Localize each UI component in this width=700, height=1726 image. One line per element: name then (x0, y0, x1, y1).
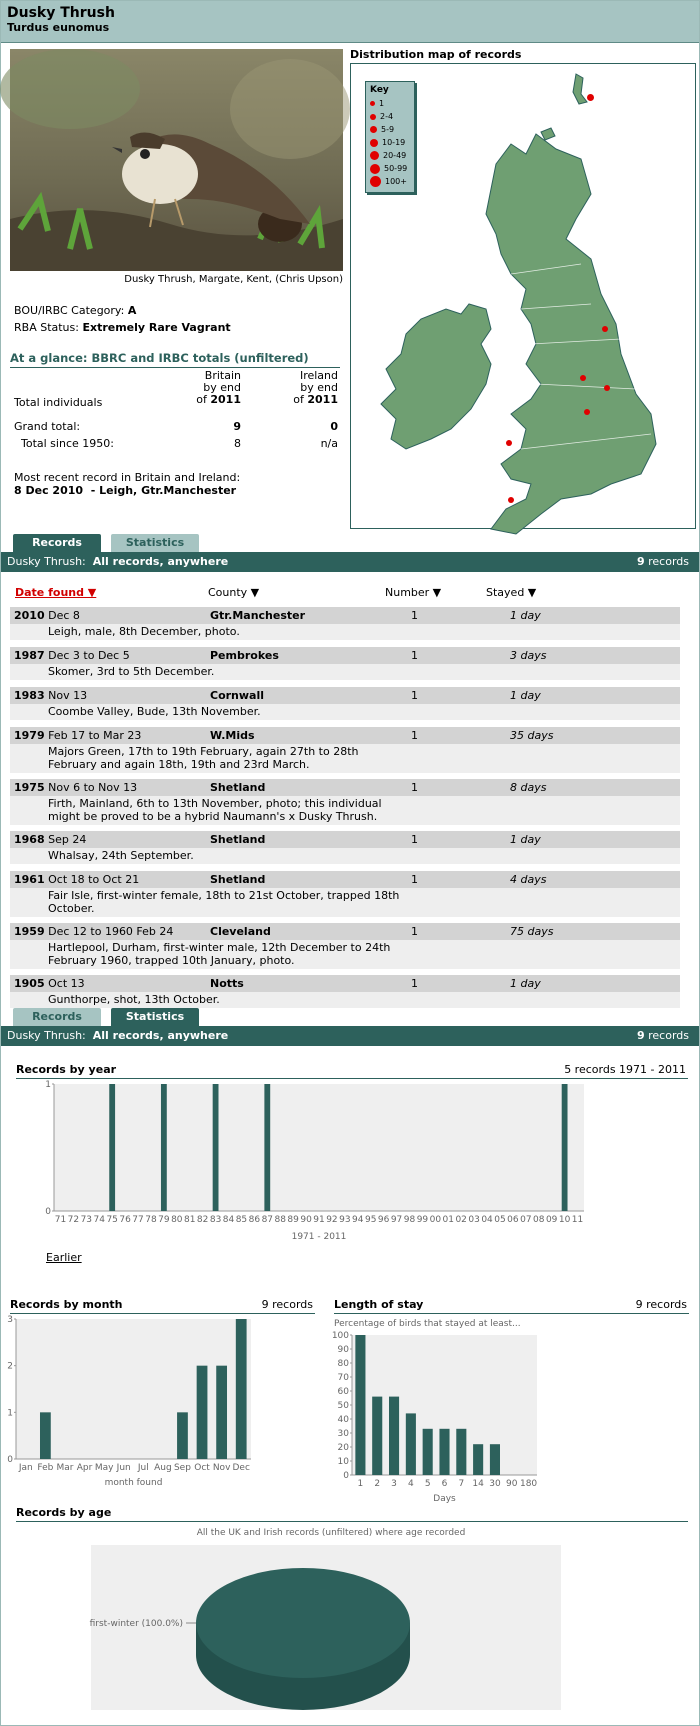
y-tick-label: 1 (7, 1408, 13, 1419)
total-individuals-label: Total individuals (14, 396, 103, 409)
key-label: 10-19 (382, 138, 406, 147)
key-item (370, 136, 410, 149)
record-number: 1 (411, 925, 418, 938)
record-stayed: 1 day (510, 977, 541, 990)
record-description: Skomer, 3rd to 5th December. (10, 664, 680, 680)
key-item (370, 162, 410, 175)
record-county: W.Mids (210, 729, 255, 742)
records-by-year-title: Records by year (16, 1063, 117, 1076)
record-stayed: 8 days (510, 781, 547, 794)
x-tick-label: 01 (442, 1215, 454, 1225)
earlier-link[interactable]: Earlier (46, 1251, 82, 1264)
species-header (1, 1, 699, 43)
record-number: 1 (411, 977, 418, 990)
species-latin-name: Turdus eunomus (7, 21, 110, 34)
stay-subtitle: Percentage of birds that stayed at least... (334, 1319, 521, 1329)
y-tick-label: 0 (45, 1207, 51, 1217)
x-tick-label: 76 (119, 1215, 131, 1225)
record-date-range: Nov 6 to Nov 13 (48, 781, 138, 794)
tab-statistics[interactable]: Statistics (111, 1008, 199, 1026)
y-tick-label: 80 (337, 1359, 349, 1369)
record-date-range: Dec 8 (48, 609, 80, 622)
y-tick-label: 3 (7, 1315, 13, 1325)
bar (439, 1429, 449, 1475)
col-britain-l1: Britain (204, 369, 241, 382)
x-tick-label: 71 (54, 1215, 67, 1225)
distribution-map[interactable] (350, 63, 696, 529)
records-bar-species: Dusky Thrush: (7, 555, 86, 568)
length-of-stay-summary: 9 records (635, 1298, 687, 1311)
key-item (370, 97, 410, 110)
x-tick-label: 95 (364, 1215, 377, 1225)
status-row (14, 321, 231, 334)
record-row[interactable] (10, 831, 680, 864)
since-1950-ireland: n/a (320, 437, 338, 450)
recent-place: - Leigh, Gtr.Manchester (90, 484, 237, 497)
record-description: Majors Green, 17th to 19th February, again 27th to 28th February and again 18th, 19th and 23rd March. (10, 744, 680, 773)
records-by-age-chart (91, 1523, 571, 1713)
key-item (370, 123, 410, 136)
x-tick-label: 92 (326, 1215, 338, 1225)
col-ireland-l3: of 2011 (293, 393, 338, 406)
key-label: 2-4 (380, 112, 394, 121)
x-tick-label: Jul (137, 1463, 149, 1473)
key-label: 100+ (385, 177, 407, 186)
record-date-range: Dec 3 to Dec 5 (48, 649, 130, 662)
x-tick-label: 7 (458, 1479, 465, 1489)
x-axis-label: Days (433, 1494, 456, 1504)
record-row[interactable] (10, 687, 680, 720)
x-tick-label: 04 (481, 1215, 493, 1225)
x-tick-label: 93 (339, 1215, 351, 1225)
tab-records[interactable]: Records (13, 1008, 101, 1026)
category-row (14, 304, 136, 317)
status-label: RBA Status: (14, 321, 79, 334)
key-label: 1 (379, 99, 385, 108)
stats-bar-species: Dusky Thrush: (7, 1029, 86, 1042)
x-tick-label: 07 (520, 1215, 532, 1225)
x-tick-label: 88 (274, 1215, 286, 1225)
record-date (14, 647, 130, 664)
x-tick-label: Jun (116, 1463, 131, 1473)
key-label: 50-99 (384, 164, 408, 173)
x-tick-label: 180 (519, 1479, 538, 1489)
record-county: Notts (210, 977, 244, 990)
tab-records[interactable]: Records (13, 534, 101, 552)
x-tick-label: Aug (154, 1463, 172, 1473)
record-year: 1961 (14, 873, 45, 886)
grand-total-britain: 9 (233, 420, 241, 433)
map-dot-icon (370, 151, 379, 160)
glance-col-ireland (276, 370, 338, 406)
record-stayed: 75 days (510, 925, 554, 938)
record-year: 1959 (14, 925, 45, 938)
x-tick-label: Jan (18, 1463, 33, 1473)
glance-title: At a glance: BBRC and IRBC totals (unfiltered) (10, 351, 340, 368)
record-stayed: 1 day (510, 689, 541, 702)
record-summary (10, 727, 680, 744)
map-dot-icon (370, 101, 375, 106)
x-tick-label: Feb (37, 1463, 54, 1473)
record-summary (10, 647, 680, 664)
length-of-stay-chart (331, 1315, 564, 1504)
records-by-month-title: Records by month (10, 1298, 123, 1311)
key-item (370, 175, 410, 188)
x-tick-label: Oct (194, 1463, 210, 1473)
record-description: Whalsay, 24th September. (10, 848, 680, 864)
record-number: 1 (411, 873, 418, 886)
since-1950-britain: 8 (234, 437, 241, 450)
y-tick-label: 1 (45, 1080, 51, 1090)
record-description: Fair Isle, first-winter female, 18th to 21st October, trapped 18th October. (10, 888, 680, 917)
record-summary (10, 871, 680, 888)
record-year: 1979 (14, 729, 45, 742)
status-value: Extremely Rare Vagrant (82, 321, 231, 334)
stats-bar-scope: All records, anywhere (92, 1029, 229, 1042)
record-county: Shetland (210, 873, 266, 886)
recent-label: Most recent record in Britain and Ireland: (14, 471, 241, 484)
bar (109, 1084, 115, 1211)
bar (456, 1429, 466, 1475)
record-row[interactable] (10, 923, 680, 969)
records-bar-count: 9 records (636, 555, 689, 568)
column-number[interactable]: Number ▼ (385, 586, 442, 599)
x-tick-label: 6 (441, 1479, 448, 1489)
record-year: 1975 (14, 781, 45, 794)
x-tick-label: Dec (232, 1463, 250, 1473)
records-by-year-summary: 5 records 1971 - 2011 (564, 1063, 686, 1076)
record-date (14, 779, 137, 796)
record-dot-cornwall[interactable] (508, 497, 514, 503)
record-year: 1983 (14, 689, 45, 702)
y-tick-label: 50 (337, 1401, 349, 1411)
record-row[interactable] (10, 871, 680, 917)
x-tick-label: 3 (391, 1479, 397, 1489)
record-dot-cleveland[interactable] (602, 326, 608, 332)
record-number: 1 (411, 833, 418, 846)
bar (423, 1429, 433, 1475)
record-dot-shetland[interactable] (587, 94, 594, 101)
length-of-stay-title: Length of stay (334, 1298, 424, 1311)
x-tick-label: 11 (571, 1215, 584, 1225)
record-stayed: 4 days (510, 873, 547, 886)
record-summary (10, 831, 680, 848)
x-tick-label: 84 (222, 1215, 235, 1225)
glance-col-britain (179, 370, 241, 406)
x-tick-label: 82 (196, 1215, 209, 1225)
record-county: Shetland (210, 833, 266, 846)
x-tick-label: 96 (377, 1215, 390, 1225)
record-description: Firth, Mainland, 6th to 13th November, photo; this individual might be proved to be a hybrid Naumann's x Dusky Thrush. (10, 796, 680, 825)
x-tick-label: 14 (472, 1479, 484, 1489)
record-number: 1 (411, 689, 418, 702)
map-dot-icon (370, 126, 377, 133)
x-tick-label: 77 (132, 1215, 144, 1225)
col-britain-l2: by end (203, 381, 241, 394)
y-tick-label: 40 (337, 1415, 349, 1425)
record-date-range: Feb 17 to Mar 23 (48, 729, 142, 742)
record-date (14, 687, 87, 704)
record-summary (10, 923, 680, 940)
x-tick-label: 90 (506, 1479, 518, 1489)
x-tick-label: 02 (455, 1215, 467, 1225)
record-county: Pembrokes (210, 649, 279, 662)
x-tick-label: May (94, 1463, 114, 1473)
record-number: 1 (411, 609, 418, 622)
x-tick-label: 99 (416, 1215, 429, 1225)
record-summary (10, 687, 680, 704)
map-key (365, 81, 415, 193)
record-date (14, 923, 173, 940)
bar (161, 1084, 167, 1211)
key-label: 20-49 (383, 151, 407, 160)
y-tick-label: 30 (337, 1429, 349, 1439)
x-tick-label: 80 (171, 1215, 183, 1225)
record-date (14, 975, 85, 992)
record-year: 1987 (14, 649, 45, 662)
since-1950-label: Total since 1950: (21, 437, 114, 450)
x-tick-label: 83 (209, 1215, 222, 1225)
x-tick-label: 73 (80, 1215, 93, 1225)
recent-record (14, 484, 236, 497)
stats-bar-count: 9 records (636, 1029, 689, 1042)
records-by-month-chart (6, 1315, 266, 1488)
record-date-range: Oct 18 to Oct 21 (48, 873, 140, 886)
x-tick-label: 86 (248, 1215, 261, 1225)
record-date-range: Nov 13 (48, 689, 88, 702)
records-by-month-header (10, 1298, 315, 1314)
x-tick-label: 10 (558, 1215, 571, 1225)
x-tick-label: Apr (76, 1463, 93, 1473)
x-tick-label: 4 (407, 1479, 414, 1489)
x-tick-label: 06 (507, 1215, 519, 1225)
grand-total-label: Grand total: (14, 420, 81, 433)
x-tick-label: 1 (357, 1479, 364, 1489)
x-tick-label: Sep (173, 1463, 191, 1473)
records-by-month-summary: 9 records (261, 1298, 313, 1311)
record-date-range: Oct 13 (48, 977, 85, 990)
tab-statistics[interactable]: Statistics (111, 534, 199, 552)
photo-caption: Dusky Thrush, Margate, Kent, (Chris Upson) (124, 274, 343, 285)
record-summary (10, 607, 680, 624)
x-tick-label: 81 (184, 1215, 196, 1225)
recent-date: 8 Dec 2010 (14, 484, 84, 497)
plot-area (54, 1084, 584, 1211)
category-label: BOU/IRBC Category: (14, 304, 125, 317)
bar (40, 1412, 51, 1459)
record-stayed: 1 day (510, 833, 541, 846)
record-dot-pembrokes[interactable] (506, 440, 512, 446)
record-year: 1968 (14, 833, 45, 846)
x-tick-label: 98 (403, 1215, 416, 1225)
x-tick-label: 85 (235, 1215, 248, 1225)
bar (355, 1335, 365, 1475)
x-tick-label: 89 (287, 1215, 299, 1225)
record-row[interactable] (10, 779, 680, 825)
map-dot-icon (370, 114, 376, 120)
map-dot-icon (370, 139, 378, 147)
record-date (14, 607, 80, 624)
record-county: Cleveland (210, 925, 271, 938)
records-by-year-header (16, 1063, 688, 1079)
x-tick-label: 00 (429, 1215, 442, 1225)
plot-area (16, 1319, 251, 1459)
map-title: Distribution map of records (350, 48, 522, 61)
y-tick-label: 0 (7, 1455, 13, 1465)
records-by-age-header (16, 1506, 688, 1522)
record-dot-w-mids[interactable] (584, 409, 590, 415)
y-tick-label: 60 (337, 1387, 349, 1397)
record-number: 1 (411, 649, 418, 662)
record-date (14, 727, 141, 744)
column-stayed[interactable]: Stayed ▼ (486, 586, 537, 599)
bar (197, 1366, 208, 1459)
bird-photo (10, 49, 343, 271)
x-tick-label: 30 (489, 1479, 501, 1489)
column-date-found[interactable]: Date found ▼ (15, 586, 97, 599)
record-county: Cornwall (210, 689, 265, 702)
record-row[interactable] (10, 647, 680, 680)
x-tick-label: 09 (545, 1215, 558, 1225)
key-label: 5-9 (381, 125, 395, 134)
x-tick-label: Mar (56, 1463, 74, 1473)
bar (562, 1084, 568, 1211)
y-tick-label: 10 (337, 1457, 349, 1467)
x-tick-label: 05 (494, 1215, 506, 1225)
record-stayed: 35 days (510, 729, 554, 742)
record-year: 2010 (14, 609, 45, 622)
record-description: Gunthorpe, shot, 13th October. (10, 992, 680, 1008)
record-number: 1 (411, 729, 418, 742)
record-county: Shetland (210, 781, 266, 794)
key-item (370, 149, 410, 162)
x-axis-label: 1971 - 2011 (291, 1232, 347, 1242)
x-tick-label: 87 (261, 1215, 274, 1225)
records-by-year-chart (16, 1079, 616, 1249)
col-ireland-l2: by end (300, 381, 338, 394)
species-title: Dusky Thrush (7, 5, 115, 21)
bar (177, 1412, 188, 1459)
map-dot-icon (370, 164, 380, 174)
y-tick-label: 0 (343, 1471, 349, 1481)
record-row[interactable] (10, 727, 680, 773)
x-tick-label: 94 (352, 1215, 364, 1225)
records-bar (1, 552, 699, 572)
record-dot-notts[interactable] (604, 385, 610, 391)
tabs-records-view (13, 534, 209, 552)
x-tick-label: 72 (67, 1215, 80, 1225)
record-year: 1905 (14, 977, 45, 990)
bar (406, 1413, 416, 1475)
y-tick-label: 100 (331, 1331, 349, 1341)
bar (372, 1397, 382, 1475)
x-tick-label: 2 (374, 1479, 381, 1489)
length-of-stay-header (334, 1298, 689, 1314)
records-bar-scope: All records, anywhere (92, 555, 229, 568)
bar (490, 1444, 500, 1475)
record-number: 1 (411, 781, 418, 794)
x-tick-label: 74 (93, 1215, 105, 1225)
y-tick-label: 90 (337, 1345, 349, 1355)
x-tick-label: 90 (300, 1215, 312, 1225)
record-summary (10, 975, 680, 992)
record-row[interactable] (10, 975, 680, 1008)
pie-slice-label: first-winter (100.0%) (89, 1619, 183, 1629)
bar (473, 1444, 483, 1475)
record-date-range: Sep 24 (48, 833, 87, 846)
bar (216, 1366, 227, 1459)
col-britain-l3: of 2011 (196, 393, 241, 406)
x-tick-label: 5 (424, 1479, 431, 1489)
record-stayed: 3 days (510, 649, 547, 662)
x-tick-label: 97 (390, 1215, 403, 1225)
record-date (14, 831, 86, 848)
bar (213, 1084, 219, 1211)
x-axis-label: month found (104, 1478, 163, 1488)
x-tick-label: 75 (106, 1215, 118, 1225)
y-tick-label: 2 (7, 1361, 13, 1372)
col-ireland-l1: Ireland (299, 369, 338, 382)
record-description: Leigh, male, 8th December, photo. (10, 624, 680, 640)
bar (264, 1084, 270, 1211)
record-dot-gtr-manchester[interactable] (580, 375, 586, 381)
grand-total-ireland: 0 (330, 420, 338, 433)
x-tick-label: 08 (533, 1215, 545, 1225)
record-county: Gtr.Manchester (210, 609, 306, 622)
y-tick-label: 20 (337, 1443, 349, 1453)
column-county[interactable]: County ▼ (208, 586, 260, 599)
map-key-title: Key (370, 85, 389, 95)
map-dot-icon (370, 176, 381, 187)
statistics-bar (1, 1026, 699, 1046)
record-description: Coombe Valley, Bude, 13th November. (10, 704, 680, 720)
x-tick-label: 79 (158, 1215, 170, 1225)
category-value: A (127, 304, 137, 317)
record-summary (10, 779, 680, 796)
bar (389, 1397, 399, 1475)
x-tick-label: 91 (313, 1215, 325, 1225)
tabs-statistics-view (13, 1008, 209, 1026)
pie-title: All the UK and Irish records (unfiltered) where age recorded (196, 1528, 466, 1538)
record-date (14, 871, 139, 888)
y-tick-label: 70 (337, 1373, 349, 1383)
x-tick-label: 78 (145, 1215, 157, 1225)
record-stayed: 1 day (510, 609, 541, 622)
record-row[interactable] (10, 607, 680, 640)
record-description: Hartlepool, Durham, first-winter male, 12th December to 24th February 1960, trapped 10th January, photo. (10, 940, 680, 969)
x-tick-label: Nov (212, 1463, 231, 1473)
pie-slice (196, 1568, 410, 1678)
bar (236, 1319, 247, 1459)
x-tick-label: 03 (468, 1215, 480, 1225)
record-date-range: Dec 12 to 1960 Feb 24 (48, 925, 174, 938)
key-item (370, 110, 410, 123)
records-by-age-title: Records by age (16, 1506, 112, 1519)
